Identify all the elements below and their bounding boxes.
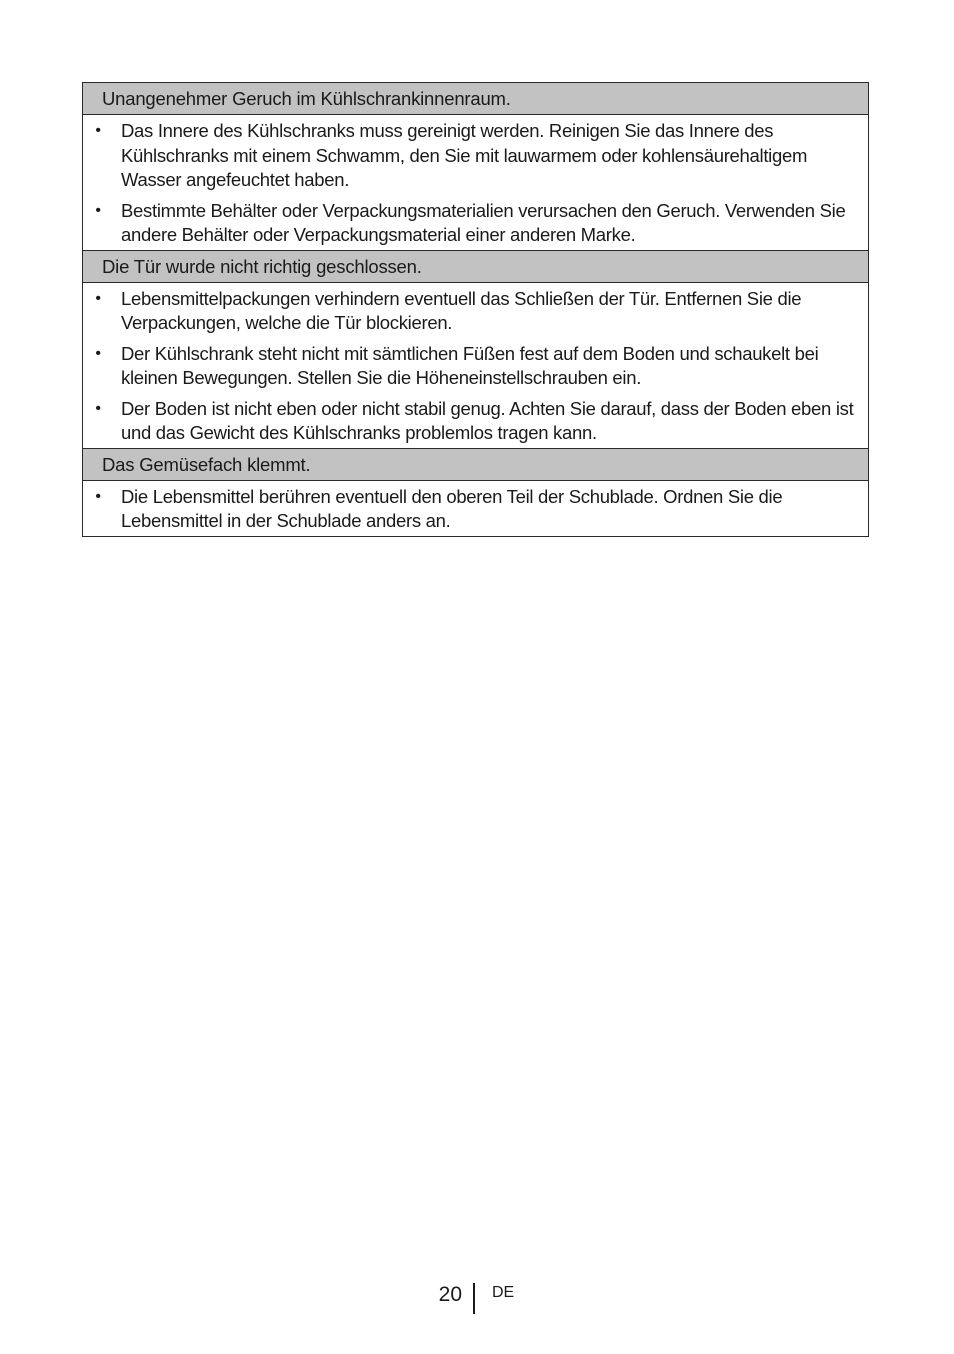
section-body bbox=[83, 115, 868, 251]
bullet-icon: • bbox=[95, 289, 101, 307]
list-item bbox=[83, 397, 868, 446]
page-footer bbox=[0, 1280, 954, 1314]
bullet-icon: • bbox=[95, 201, 101, 219]
bullet-icon: • bbox=[95, 122, 101, 139]
list-item bbox=[83, 119, 868, 193]
list-item-text: Der Boden ist nicht eben oder nicht stabil genug. Achten Sie darauf, dass der Boden eben ist und das Gewicht des Kühlschranks problemlos tragen kann. bbox=[121, 397, 854, 443]
list-item-text: Bestimmte Behälter oder Verpackungsmaterialien verursachen den Geruch. Verwenden Sie andere Behälter oder Verpackungsmaterial einer anderen Marke. bbox=[121, 199, 846, 245]
list-item-text: Die Lebensmittel berühren eventuell den oberen Teil der Schublade. Ordnen Sie die Lebensmittel in der Schublade anders an. bbox=[121, 485, 783, 531]
section-header: Die Tür wurde nicht richtig geschlossen. bbox=[83, 251, 868, 283]
bullet-icon: • bbox=[95, 487, 101, 505]
section-header: Unangenehmer Geruch im Kühlschrankinnenraum. bbox=[83, 83, 868, 115]
bullet-icon: • bbox=[95, 399, 101, 417]
list-item-text: Der Kühlschrank steht nicht mit sämtlichen Füßen fest auf dem Boden und schaukelt bei kleinen Bewegungen. Stellen Sie die Höheneinstellschrauben ein. bbox=[121, 342, 819, 388]
list-item bbox=[83, 199, 868, 248]
page-number: 20 bbox=[438, 1283, 462, 1306]
section-body bbox=[83, 481, 868, 536]
list-item bbox=[83, 485, 868, 534]
section-crisper bbox=[83, 449, 868, 536]
section-door bbox=[83, 251, 868, 449]
list-item bbox=[83, 342, 868, 391]
section-body bbox=[83, 283, 868, 449]
section-header: Das Gemüsefach klemmt. bbox=[83, 449, 868, 481]
list-item-text: Lebensmittelpackungen verhindern eventuell das Schließen der Tür. Entfernen Sie die Verpackungen, welche die Tür blockieren. bbox=[121, 287, 802, 333]
troubleshooting-table bbox=[82, 82, 869, 537]
bullet-icon: • bbox=[95, 344, 101, 362]
list-item-text: Das Innere des Kühlschranks muss gereinigt werden. Reinigen Sie das Innere des Kühlschranks mit einem Schwamm, den Sie mit lauwarmem oder kohlensäurehaltigem Wasser angefeuchtet haben. bbox=[121, 120, 808, 190]
language-code: DE bbox=[492, 1284, 515, 1301]
section-odor bbox=[83, 83, 868, 251]
footer-divider bbox=[473, 1283, 475, 1314]
list-item bbox=[83, 287, 868, 336]
